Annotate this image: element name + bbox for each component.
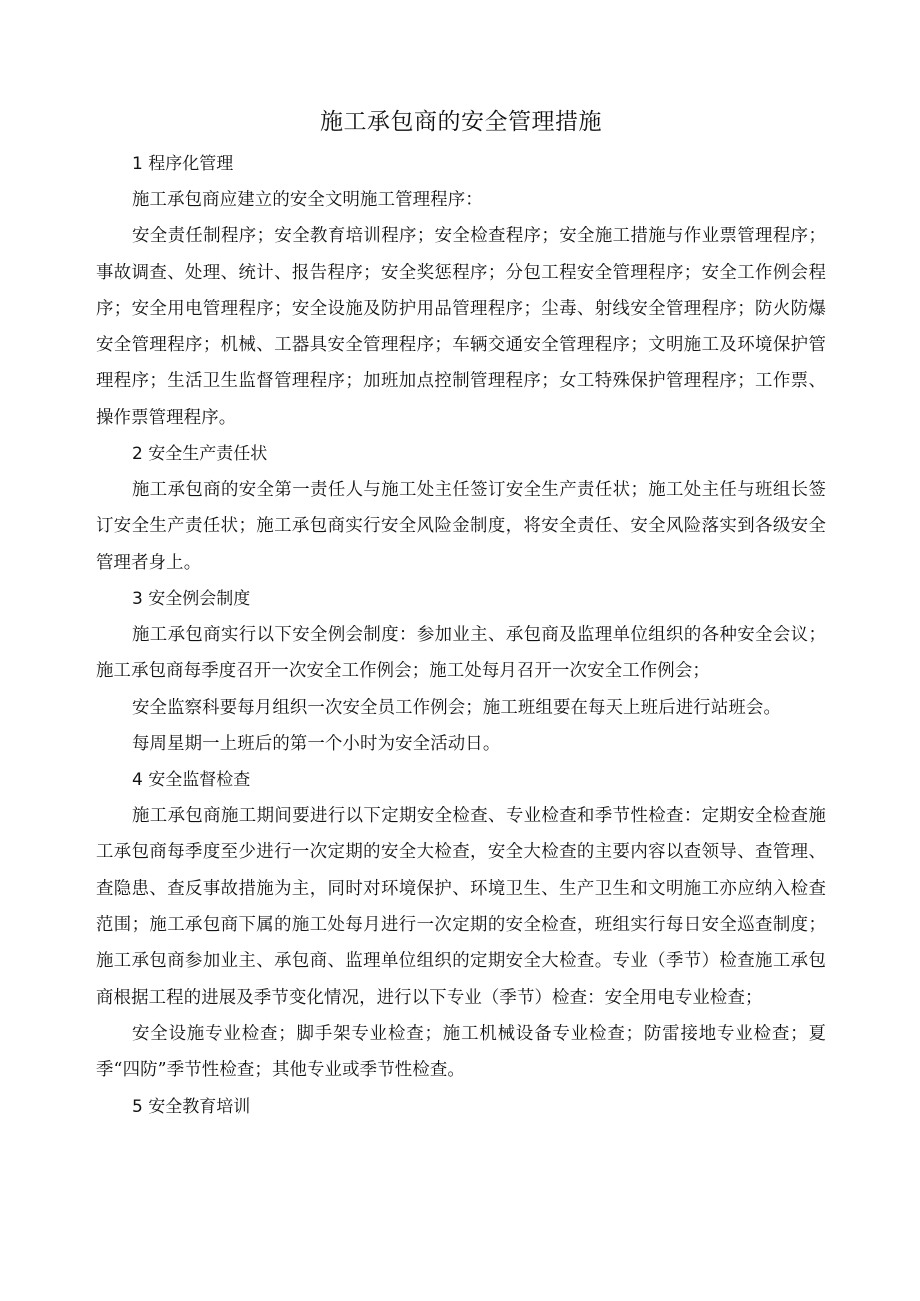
paragraph: 施工承包商应建立的安全文明施工管理程序： [132, 190, 483, 210]
paragraph: 每周星期一上班后的第一个小时为安全活动日。 [132, 733, 501, 754]
paragraph: 施工承包商的安全第一责任人与施工处主任签订安全生产责任状；施工处主任与班组长签订安全生产责任状；施工承包商实行安全风险金制度，将安全责任、安全风险落实到各级安全管理者身上。 [96, 480, 826, 573]
document-body [96, 146, 826, 1125]
section-heading-1: 1 程序化管理 [132, 154, 234, 174]
section-heading-3: 3 安全例会制度 [132, 588, 251, 609]
paragraph: 施工承包商实行以下安全例会制度：参加业主、承包商及监理单位组织的各种安全会议；施工承包商每季度召开一次安全工作例会；施工处每月召开一次安全工作例会； [96, 624, 826, 682]
paragraph: 施工承包商施工期间要进行以下定期安全检查、专业检查和季节性检查：定期安全检查施工承包商每季度至少进行一次定期的安全大检查，安全大检查的主要内容以查领导、查管理、查隐患、查反事故措施为主，同时对环境保护、环境卫生、生产卫生和文明施工亦应纳入检查范围；施工承包商下属的施工处每月进行一次定期的安全检查，班组实行每日安全巡查制度；施工承包商参加业主、承包商、监理单位组织的定期安全大检查。专业（季节）检查施工承包商根据工程的进展及季节变化情况，进行以下专业（季节）检查：安全用电专业检查； [96, 806, 826, 1008]
section-heading-2: 2 安全生产责任状 [132, 444, 268, 465]
section-heading-4: 4 安全监督检查 [132, 770, 251, 791]
section-heading-5: 5 安全教育培训 [132, 1096, 251, 1117]
paragraph: 安全设施专业检查；脚手架专业检查；施工机械设备专业检查；防雷接地专业检查；夏季“四防”季节性检查；其他专业或季节性检查。 [96, 1023, 826, 1081]
document-title: 施工承包商的安全管理措施 [320, 109, 602, 135]
paragraph: 安全责任制程序；安全教育培训程序；安全检查程序；安全施工措施与作业票管理程序；事故调查、处理、统计、报告程序；安全奖惩程序；分包工程安全管理程序；安全工作例会程序；安全用电管理程序；安全设施及防护用品管理程序；尘毒、射线安全管理程序；防火防爆安全管理程序；机械、工器具安全管理程序；车辆交通安全管理程序；文明施工及环境保护管理程序；生活卫生监督管理程序；加班加点控制管理程序；女工特殊保护管理程序；工作票、操作票管理程序。 [96, 226, 826, 428]
paragraph: 安全监察科要每月组织一次安全员工作例会；施工班组要在每天上班后进行站班会。 [132, 697, 782, 718]
